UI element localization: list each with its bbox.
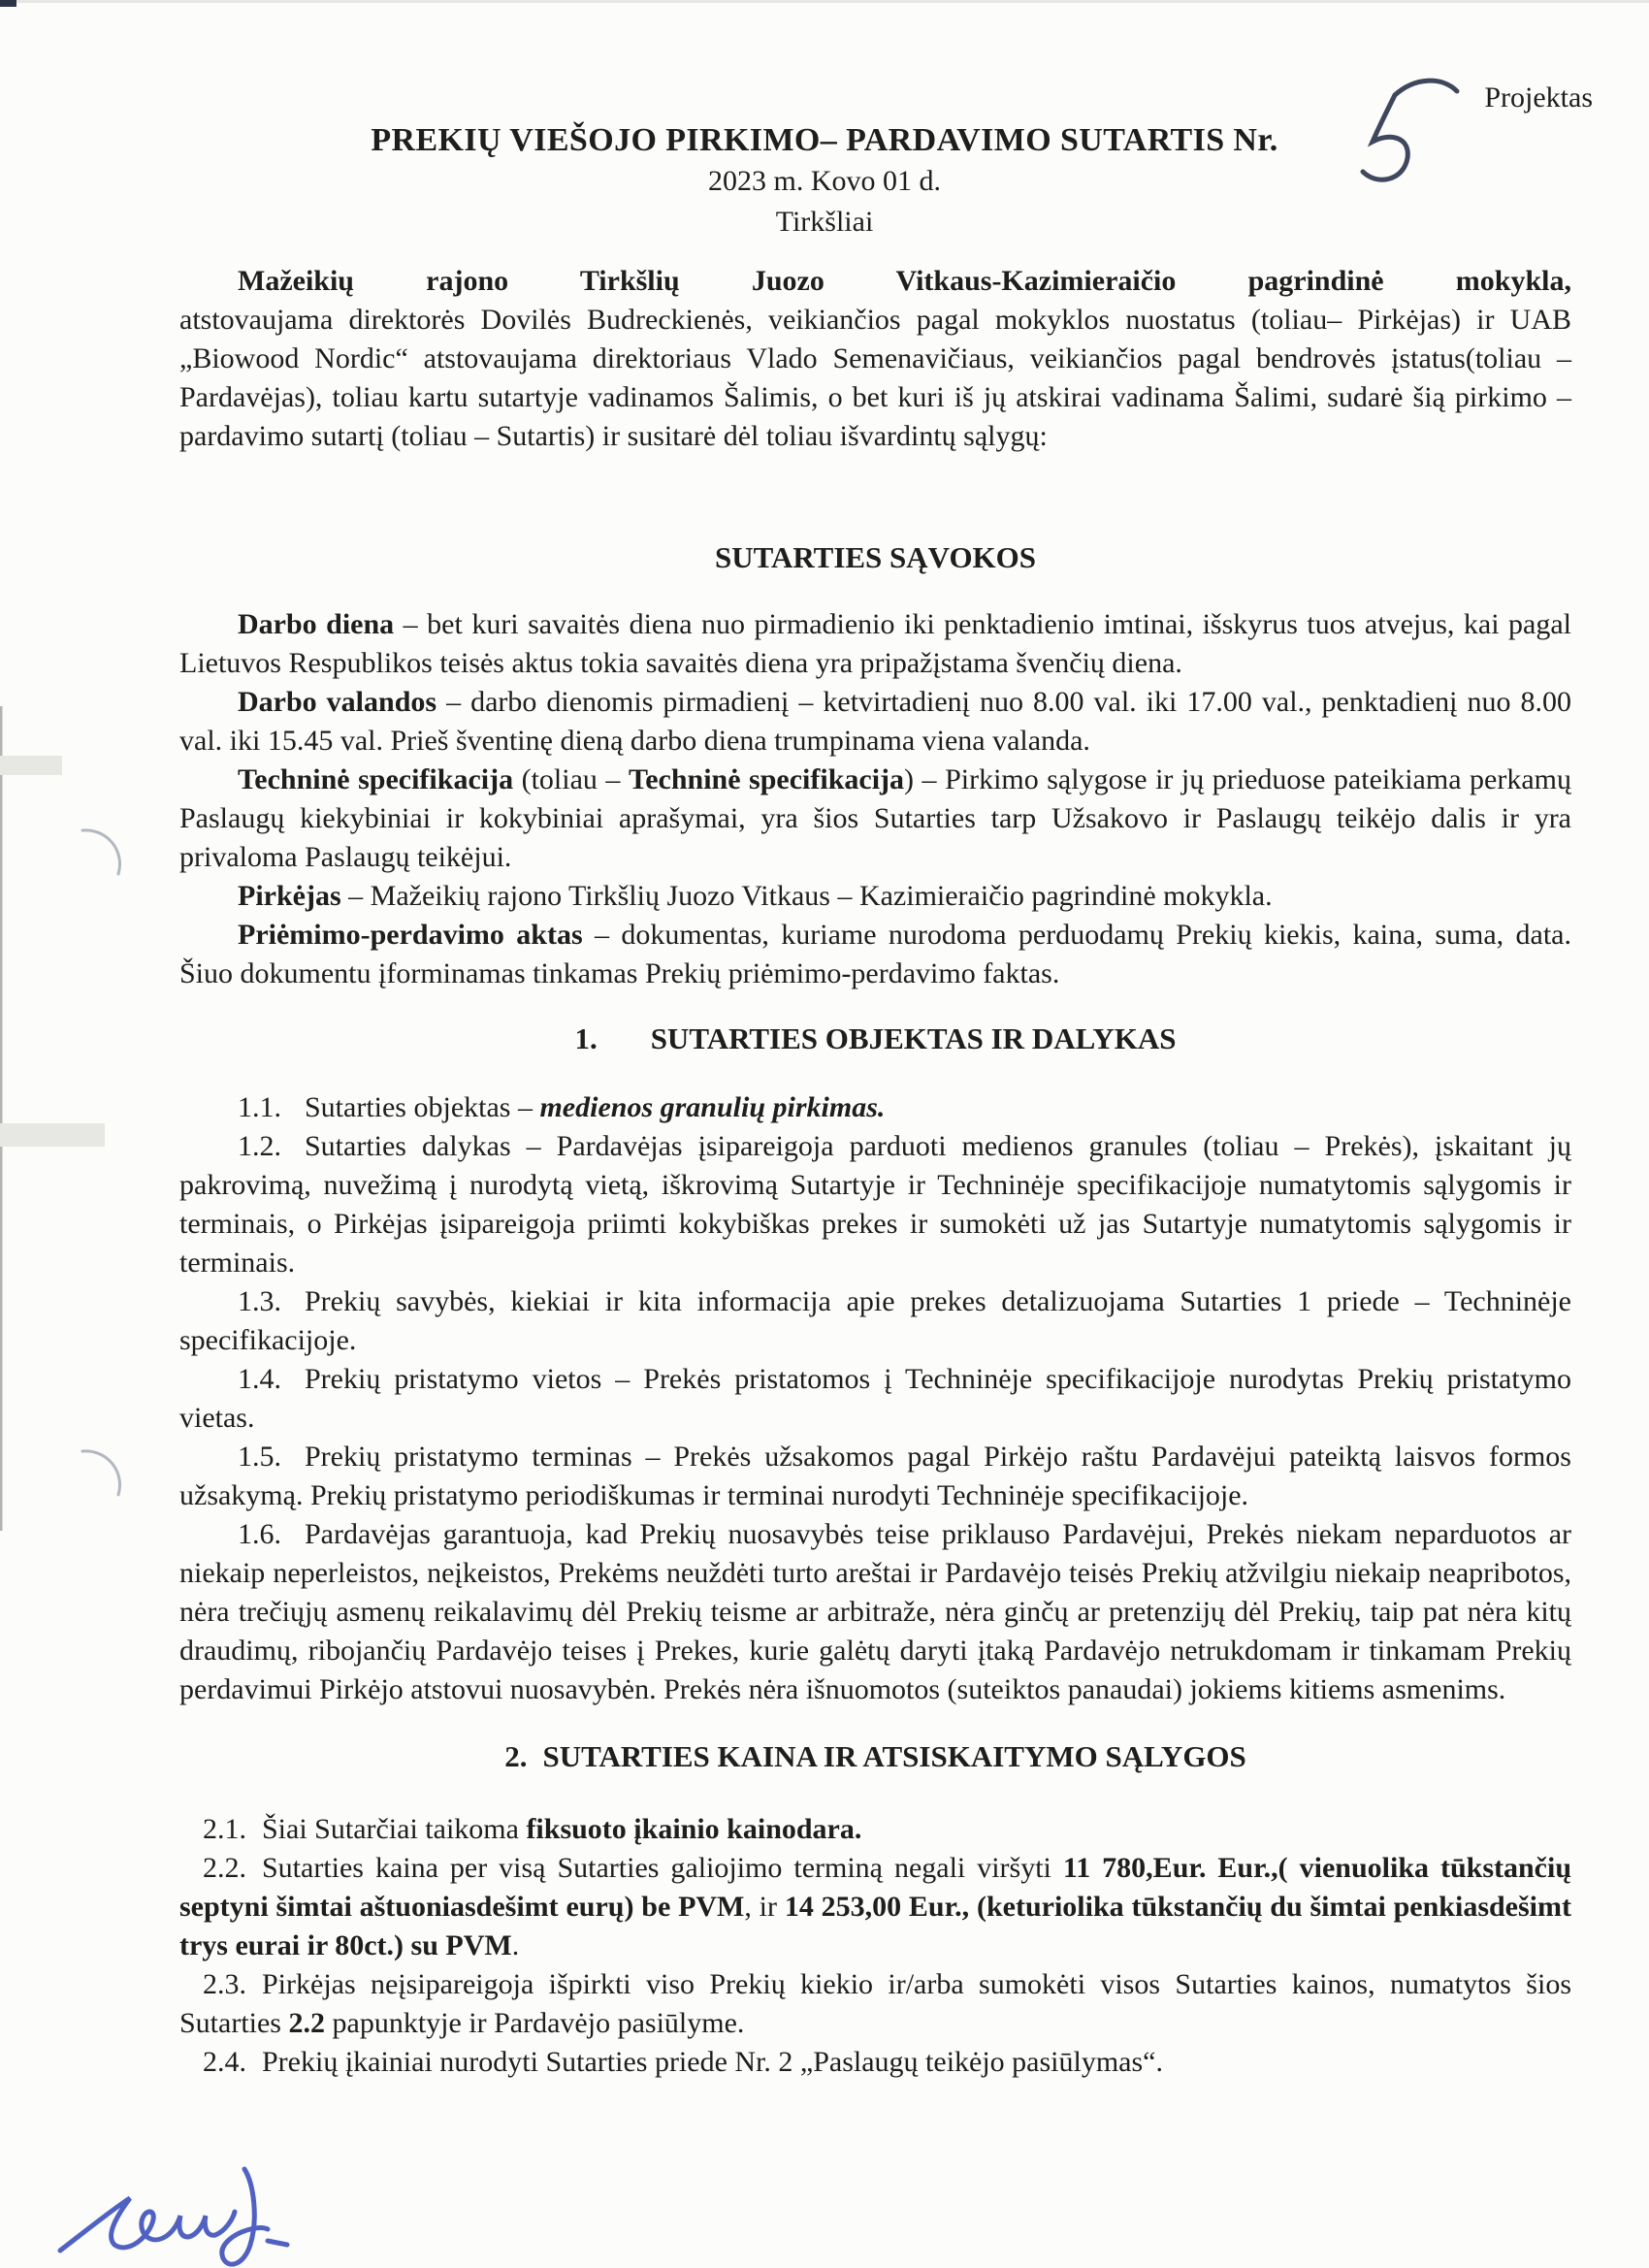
section-title: SUTARTIES KAINA IR ATSISKAITYMO SĄLYGOS (542, 1739, 1246, 1773)
clause-number: 1.1. (238, 1091, 281, 1123)
clause-text: Prekių pristatymo terminas – Prekės užsakomos pagal Pirkėjo raštu Pardavėjui pateiktą laisvos formos užsakymą. Prekių pristatymo periodiškumas ir terminai nurodyti Techninėje specifikacijoje. (179, 1441, 1571, 1511)
clause-text: Šiai Sutarčiai taikoma (262, 1813, 527, 1845)
clause-1-3 (179, 1282, 1571, 1360)
clause-number: 2.3. (203, 1968, 246, 2000)
intro-body: atstovaujama direktorės Dovilės Budreckienės, veikiančios pagal mokyklos nuostatus (toliau– Pirkėjas) ir UAB „Biowood Nordic“ atstovaujama direktoriaus Vlado Semenavičiaus, veikiančios pagal bendrovės įstatus(toliau – Pardavėjas), toliau kartu sutartyje vadinamos Šalimis, o bet kuri iš jų atskirai vadinama Šalimi, sudarė šią pirkimo – pardavimo sutartį (toliau – Sutartis) ir susitarė dėl toliau išvardintų sąlygų: (179, 304, 1571, 452)
clause-1-5 (179, 1438, 1571, 1515)
clause-2-1 (179, 1810, 1571, 1849)
clause-bold: fiksuoto įkainio kainodara. (526, 1813, 862, 1845)
definition-text: – darbo dienomis pirmadienį – ketvirtadienį nuo 8.00 val. iki 17.00 val., penktadienį nuo 8.00 val. iki 15.45 val. Prieš šventinę dieną darbo diena trumpinama viena valanda. (179, 686, 1572, 757)
clause-number: 1.5. (238, 1441, 281, 1473)
clause-text: Sutarties dalykas – Pardavėjas įsipareigoja parduoti medienos granules (toliau – Prekės), įskaitant jų pakrovimą, nuvežimą į nurodytą vietą, iškrovimą Sutartyje ir Techninėje specifikacijoje numatytomis sąlygomis ir terminais, o Pirkėjas įsipareigoja priimti kokybiškas prekes ir sumokėti už jas Sutartyje numatytomis sąlygomis ir terminais. (179, 1130, 1571, 1279)
definitions-heading: SUTARTIES SĄVOKOS (714, 540, 1037, 574)
contract-title: PREKIŲ VIEŠOJO PIRKIMO– PARDAVIMO SUTARTIS Nr. (371, 122, 1278, 158)
clause-text: . (511, 1929, 520, 1961)
definition-term: Darbo diena (238, 608, 395, 640)
section-title: SUTARTIES OBJEKTAS IR DALYKAS (650, 1021, 1177, 1055)
clause-2-2 (179, 1849, 1571, 1965)
clause-text: Sutarties kaina per visą Sutarties galiojimo terminą negali viršyti (262, 1852, 1063, 1884)
clause-1-1 (179, 1088, 1571, 1127)
definition-text: – bet kuri savaitės diena nuo pirmadienio iki penktadienio imtinai, išskyrus tuos atvejus, kai pagal Lietuvos Respublikos teisės aktus tokia savaitės diena yra pripažįstama švenčių diena. (179, 608, 1572, 679)
clause-number: 2.4. (203, 2046, 246, 2078)
clause-text: Pardavėjas garantuoja, kad Prekių nuosavybės teise priklauso Pardavėjui, Prekės niekam neparduotos ar niekaip neperleistos, neįkeistos, Prekėms neuždėti turto areštai ir Pardavėjo teisės Prekių atžvilgiu niekaip neapribotos, nėra trečiųjų asmenų reikalavimų dėl Prekių teisme ar arbitraže, nėra ginčų ar pretenzijų dėl Prekių, taip pat nėra kitų draudimų, ribojančių Pardavėjo teises į Prekes, kurie galėtų daryti įtaką Pardavėjo netrukdomam ir tinkamam Prekių perdavimui Pirkėjo atstovui nuosavybėn. Prekės nėra išnuomotos (suteiktos panaudai) jokiems kitiems asmenims. (179, 1518, 1571, 1705)
clause-price-with-vat: 14 253,00 Eur., (keturiolika tūkstančių du šimtai penkiasdešimt trys eurai ir 80ct.) su PVM (179, 1891, 1571, 1961)
document-body (0, 243, 1649, 2082)
clause-text: Pirkėjas neįsipareigoja išpirkti viso Prekių kiekio ir/arba sumokėti visos Sutarties kainos, numatytos šios Sutarties (179, 1968, 1571, 2039)
clause-text: Prekių pristatymo vietos – Prekės pristatomos į Techninėje specifikacijoje nurodytas Prekių pristatymo vietas. (179, 1363, 1571, 1434)
clause-text: Prekių savybės, kiekiai ir kita informacija apie prekes detalizuojama Sutarties 1 priede – Techninėje specifikacijoje. (179, 1285, 1571, 1356)
clause-text: , ir (744, 1891, 785, 1923)
clause-text: papunktyje ir Pardavėjo pasiūlyme. (325, 2007, 745, 2039)
definition-text: – dokumentas, kuriame nurodoma perduodamų Prekių kiekis, kaina, suma, data. Šiuo dokumentu įforminamas tinkamas Prekių priėmimo-perdavimo faktas. (179, 919, 1571, 989)
definition-technine-specifikacija (179, 761, 1571, 877)
clause-2-4 (179, 2043, 1571, 2082)
definition-darbo-diena (179, 605, 1571, 683)
definition-text: ) – Pirkimo sąlygose ir jų prieduose pateikiama perkamų Paslaugų kiekybiniai ir kokybiniai aprašymai, yra šios Sutarties tarp Užsakovo ir Paslaugų teikėjo dalis ir yra privaloma Paslaugų teikėjui. (179, 763, 1571, 873)
definition-term: Techninė specifikacija (238, 763, 514, 795)
section-number: 2. (504, 1739, 528, 1773)
section-2-heading (179, 1736, 1571, 1777)
intro-lead: Mažeikių rajono Tirkšlių Juozo Vitkaus-Kazimieraičio pagrindinė mokykla, (238, 265, 1571, 297)
clause-text: Prekių įkainiai nurodyti Sutarties priede Nr. 2 „Paslaugų teikėjo pasiūlymas“. (262, 2046, 1163, 2078)
definition-mid: (toliau – (513, 763, 629, 795)
clause-number: 1.3. (238, 1285, 281, 1317)
clause-number: 1.6. (238, 1518, 281, 1550)
draft-label: Projektas (1484, 81, 1593, 113)
clause-1-4 (179, 1360, 1571, 1438)
clause-number: 1.4. (238, 1363, 281, 1395)
clause-number: 1.2. (238, 1130, 281, 1162)
clause-emphasis: medienos granulių pirkimas. (539, 1091, 886, 1123)
definition-term: Pirkėjas (238, 880, 341, 912)
clause-text: Sutarties objektas – (305, 1091, 540, 1123)
signature-scribble (60, 2169, 287, 2264)
definition-priemimo-aktas (179, 916, 1571, 993)
section-1-heading (179, 1019, 1571, 1059)
definition-term-repeat: Techninė specifikacija (628, 763, 905, 795)
document-header (0, 0, 1649, 243)
section-number: 1. (574, 1021, 598, 1055)
definition-darbo-valandos (179, 683, 1571, 761)
clause-number: 2.2. (203, 1852, 246, 1884)
definition-term: Darbo valandos (238, 686, 437, 718)
clause-number: 2.1. (203, 1813, 246, 1845)
contract-date: 2023 m. Kovo 01 d. (708, 165, 941, 197)
definition-pirkejas (179, 877, 1571, 916)
clause-price-no-vat: 11 780,Eur. Eur.,( vienuolika tūkstančių septyni šimtai aštuoniasdešimt eurų) be PVM (179, 1852, 1572, 1923)
clause-1-6 (179, 1515, 1571, 1709)
definition-term: Priėmimo-perdavimo aktas (238, 919, 583, 951)
definition-text: – Mažeikių rajono Tirkšlių Juozo Vitkaus – Kazimieraičio pagrindinė mokykla. (340, 880, 1273, 912)
contract-place: Tirkšliai (775, 206, 874, 238)
clause-1-2 (179, 1127, 1571, 1282)
clause-ref: 2.2 (288, 2007, 325, 2039)
clause-2-3 (179, 1965, 1571, 2043)
